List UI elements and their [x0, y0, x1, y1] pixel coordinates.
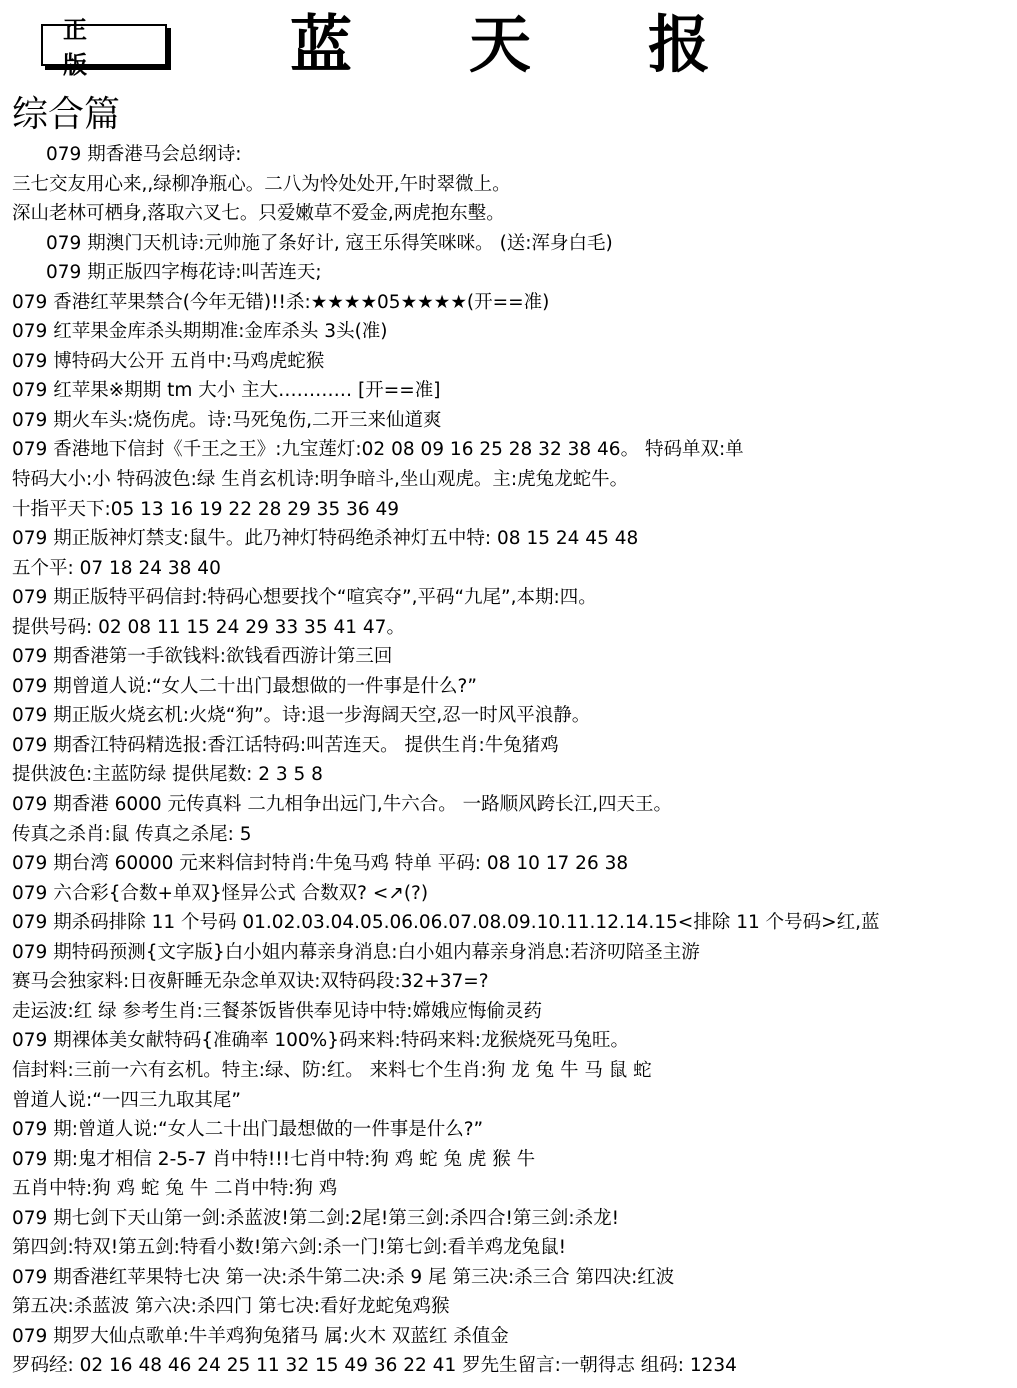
text-line: 十指平天下:05 13 16 19 22 28 29 35 36 49	[12, 498, 400, 520]
text-line: 079 期正版四字梅花诗:叫苦连天;	[46, 262, 322, 284]
text-line: 五个平: 07 18 24 38 40	[12, 557, 221, 579]
text-line: 079 期香港第一手欲钱料:欲钱看西游计第三回	[12, 646, 393, 668]
text-line: 第四剑:特双!第五剑:特看小数!第六剑:杀一门!第七剑:看羊鸡龙兔鼠!	[12, 1237, 567, 1259]
text-line: 079 期正版火烧玄机:火烧“狗”。诗:退一步海阔天空,忍一时风平浪静。	[12, 705, 591, 727]
content-lines	[12, 140, 1007, 1381]
text-line: 079 期正版特平码信封:特码心想要找个“喧宾夺”,平码“九尾”,本期:四。	[12, 587, 597, 609]
text-line: 079 博特码大公开 五肖中:马鸡虎蛇猴	[12, 350, 325, 372]
text-line: 曾道人说:“一四三九取其尾”	[12, 1089, 241, 1111]
text-line: 信封料:三前一六有玄机。特主:绿、防:红。 来料七个生肖:狗 龙 兔 牛 马 鼠 蛇	[12, 1059, 652, 1081]
text-line: 罗码经: 02 16 48 46 24 25 11 32 15 49 36 22 41 罗先生留言:一朝得志 组码: 1234	[12, 1355, 737, 1377]
text-line: 079 六合彩{合数+单双}怪异公式 合数双? <↗(?)	[12, 882, 429, 904]
text-line: 079 期香港马会总纲诗:	[46, 144, 242, 165]
text-line: 079 期特码预测{文字版}白小姐内幕亲身消息:白小姐内幕亲身消息:若济叨陪圣主游	[12, 941, 700, 963]
text-line: 079 期澳门天机诗:元帅施了条好计, 寇王乐得笑咪咪。 (送:浑身白毛)	[46, 232, 613, 254]
text-line: 走运波:红 绿 参考生肖:三餐茶饭皆供奉见诗中特:嫦娥应悔偷灵药	[12, 1000, 542, 1022]
text-line: 079 期杀码排除 11 个号码 01.02.03.04.05.06.06.07.08.09.10.11.12.14.15<排除 11 个号码>红,蓝	[12, 912, 880, 934]
text-line: 079 红苹果金库杀头期期准:金库杀头 3头(准)	[12, 321, 388, 343]
text-line: 传真之杀肖:鼠 传真之杀尾: 5	[12, 823, 252, 845]
text-line: 079 期香港红苹果特七决 第一决:杀牛第二决:杀 9 尾 第三决:杀三合 第四决:红波	[12, 1266, 675, 1288]
text-line: 深山老林可栖身,落取六叉七。只爱嫩草不爱金,两虎抱东墼。	[12, 203, 505, 225]
text-line: 079 期台湾 60000 元来料信封特肖:牛兔马鸡 特单 平码: 08 10 17 26 38	[12, 853, 629, 875]
text-line: 079 期火车头:烧伤虎。诗:马死兔伤,二开三来仙道爽	[12, 409, 442, 431]
text-line: 079 期七剑下天山第一剑:杀蓝波!第二剑:2尾!第三剑:杀四合!第三剑:杀龙!	[12, 1207, 620, 1229]
text-line: 079 期裸体美女献特码{准确率 100%}码来料:特码来料:龙猴烧死马兔旺。	[12, 1030, 629, 1052]
text-line: 079 期:鬼才相信 2-5-7 肖中特!!!七肖中特:狗 鸡 蛇 兔 虎 猴 牛	[12, 1148, 536, 1170]
text-line: 079 红苹果※期期 tm 大小 主大………… [开==准]	[12, 380, 441, 402]
text-line: 提供号码: 02 08 11 15 24 29 33 35 41 47。	[12, 616, 405, 638]
text-line: 三七交友用心来,,绿柳净瓶心。二八为怜处处开,午时翠微上。	[12, 173, 511, 195]
text-line: 特码大小:小 特码波色:绿 生肖玄机诗:明争暗斗,坐山观虎。主:虎兔龙蛇牛。	[12, 469, 629, 491]
newspaper-title	[290, 4, 710, 81]
title-char: 报	[647, 7, 710, 81]
edition-badge: 正 版	[41, 24, 167, 66]
text-line: 第五决:杀蓝波 第六决:杀四门 第七决:看好龙蛇兔鸡猴	[12, 1296, 450, 1318]
text-line: 079 期:曾道人说:“女人二十出门最想做的一件事是什么?”	[12, 1119, 484, 1141]
section-title: 综合篇	[12, 94, 121, 135]
text-line: 079 香港红苹果禁合(今年无错)!!杀:★★★★05★★★★(开==准)	[12, 291, 550, 313]
text-line: 五肖中特:狗 鸡 蛇 兔 牛 二肖中特:狗 鸡	[12, 1178, 338, 1200]
text-line: 079 期香港 6000 元传真料 二九相争出远门,牛六合。 一路顺风跨长江,四天王。	[12, 794, 673, 816]
title-char: 天	[468, 7, 531, 81]
text-line: 079 期正版神灯禁支:鼠牛。此乃神灯特码绝杀神灯五中特: 08 15 24 45 48	[12, 528, 639, 550]
text-line: 079 期罗大仙点歌单:牛羊鸡狗兔猪马 属:火木 双蓝红 杀值金	[12, 1325, 509, 1347]
text-line: 提供波色:主蓝防绿 提供尾数: 2 3 5 8	[12, 764, 323, 786]
text-line: 079 香港地下信封《千王之王》:九宝莲灯:02 08 09 16 25 28 32 38 46。 特码单双:单	[12, 439, 744, 461]
title-char: 蓝	[290, 7, 353, 81]
text-line: 赛马会独家料:日夜鼾睡无杂念单双诀:双特码段:32+37=?	[12, 971, 489, 993]
text-line: 079 期曾道人说:“女人二十出门最想做的一件事是什么?”	[12, 675, 477, 697]
text-line: 079 期香江特码精选报:香江话特码:叫苦连天。 提供生肖:牛兔猪鸡	[12, 734, 559, 756]
